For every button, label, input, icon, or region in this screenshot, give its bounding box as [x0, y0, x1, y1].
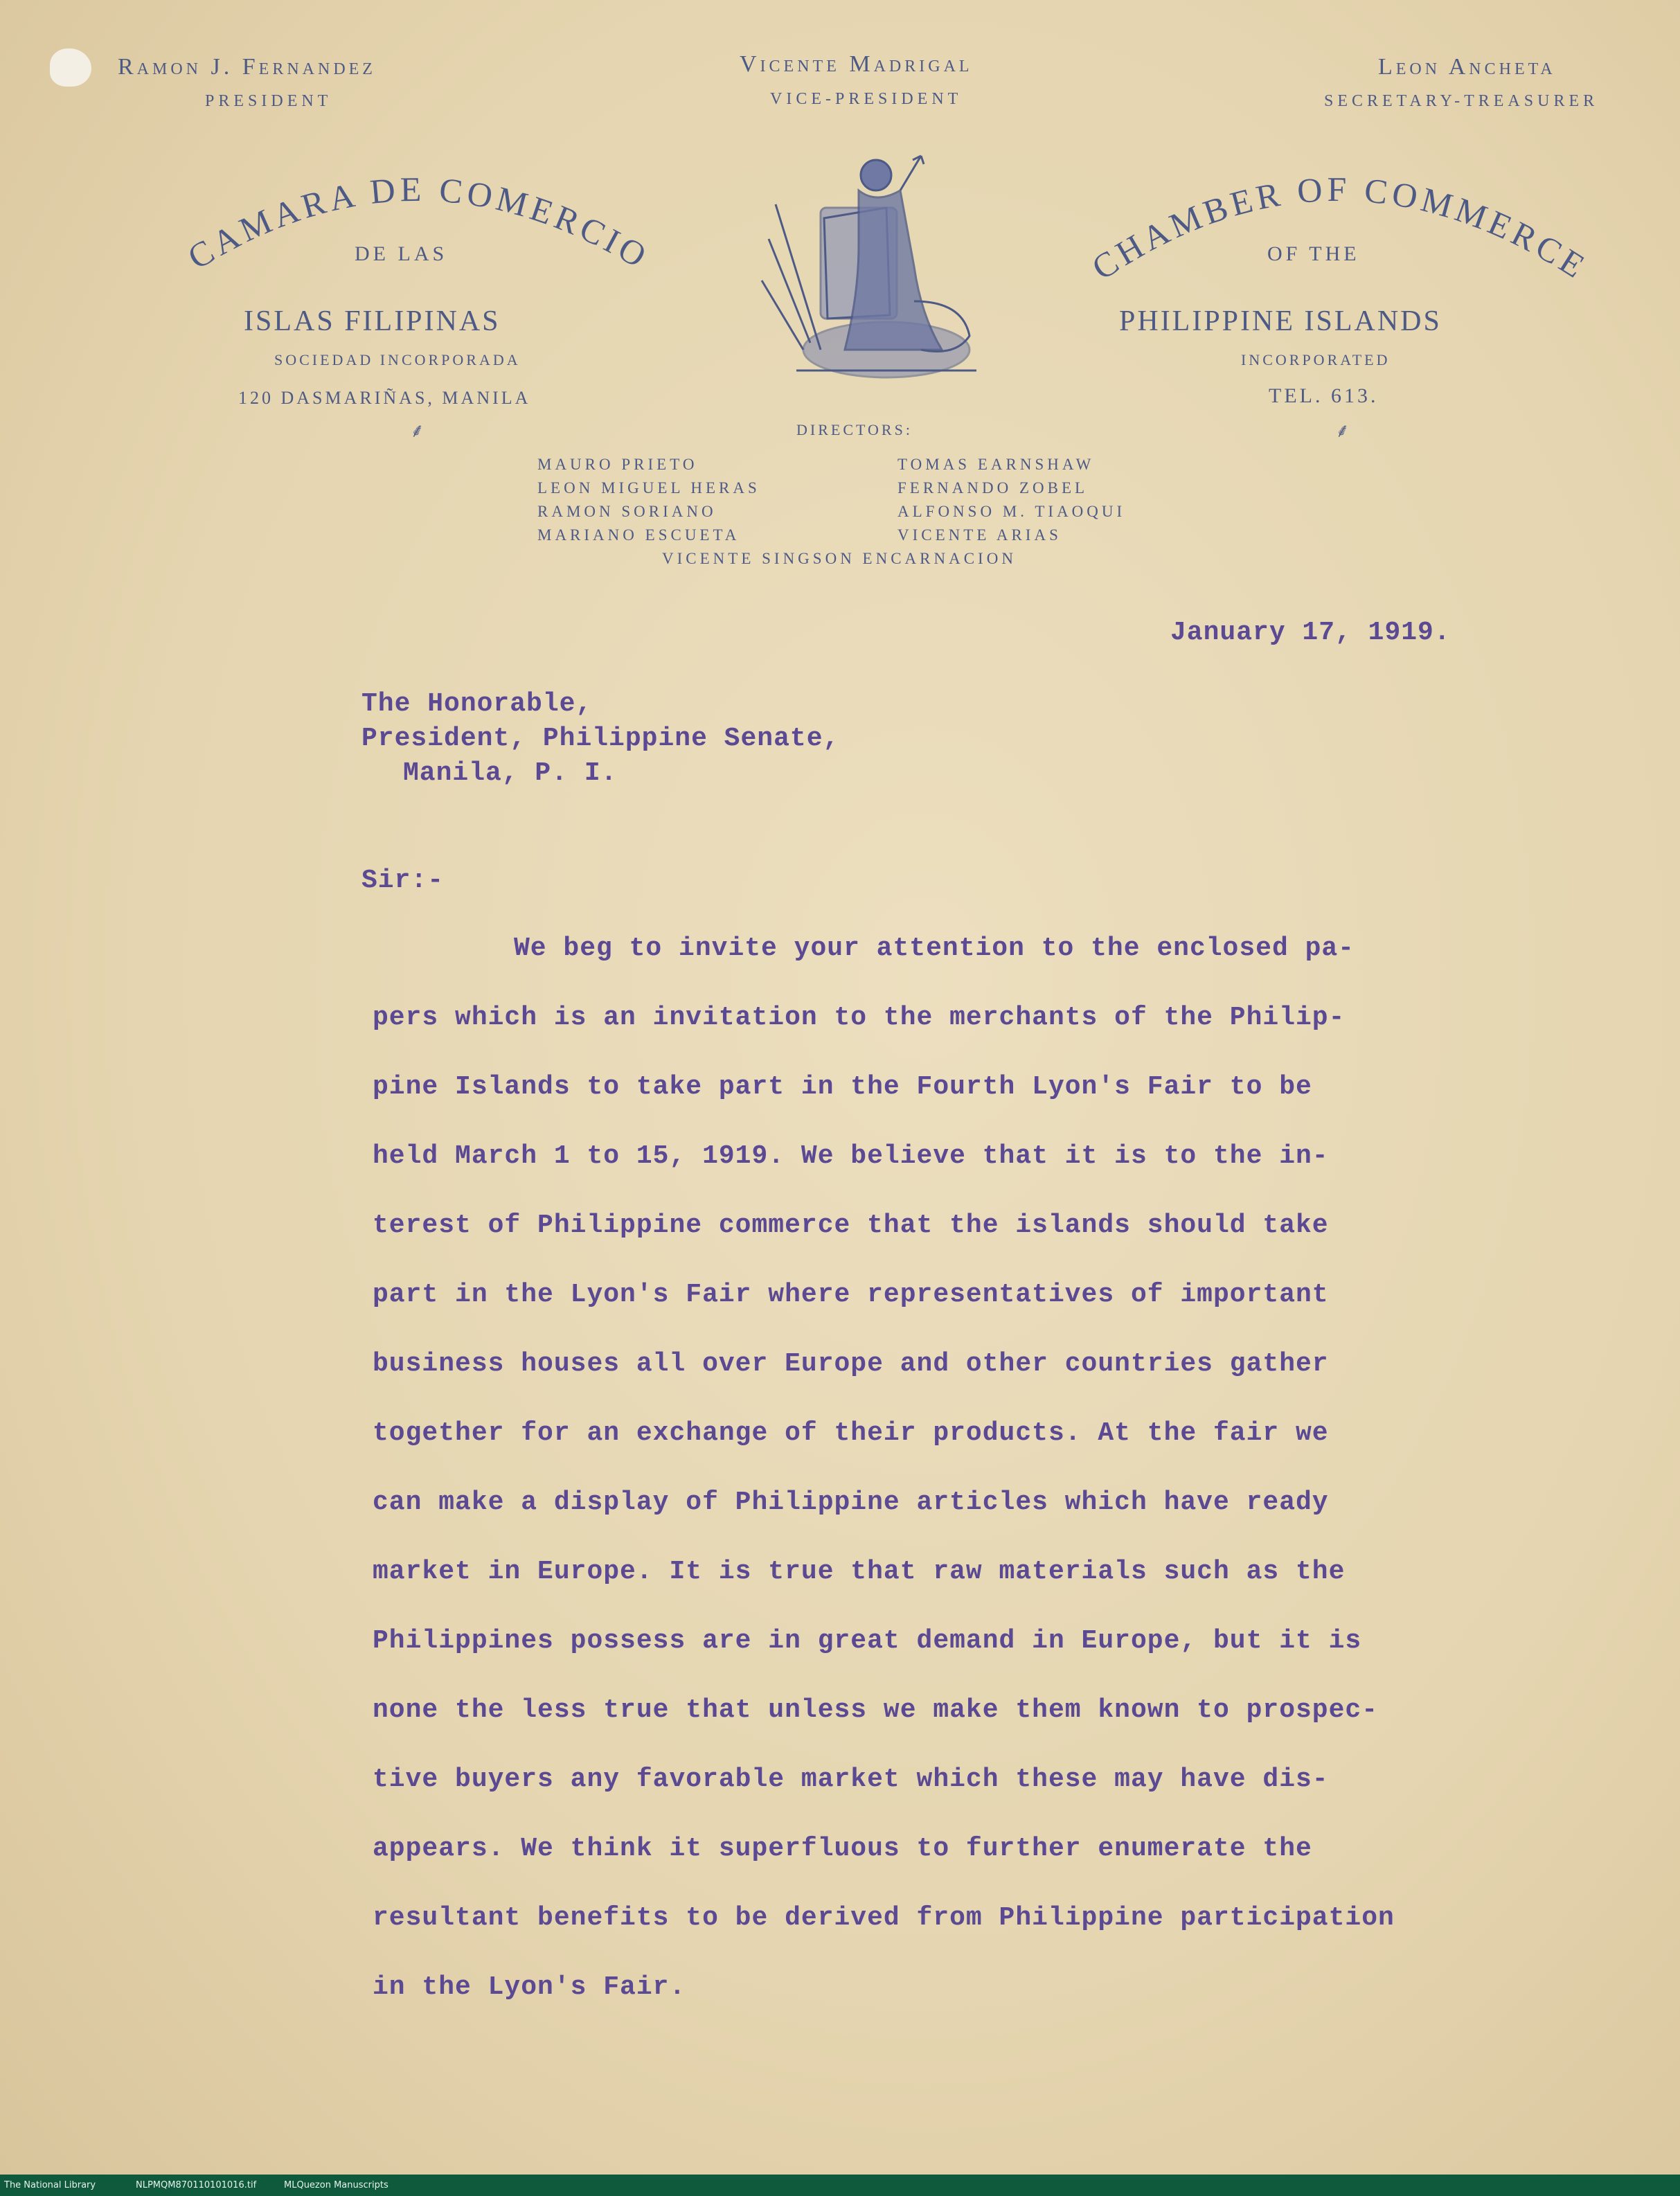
body-line-1: We beg to invite your attention to the enclosed pa-	[514, 934, 1355, 963]
left-arc-title	[159, 145, 686, 305]
body-line-6: part in the Lyon's Fair where representatives of important	[373, 1280, 1329, 1310]
body-line-3: pine Islands to take part in the Fourth Lyon's Fair to be	[373, 1072, 1312, 1102]
left-de-las: DE LAS	[355, 242, 448, 265]
director-right-4: VICENTE ARIAS	[897, 526, 1062, 544]
officer-vice-president-name: Vicente Madrigal	[740, 51, 973, 77]
body-line-11: Philippines possess are in great demand in Europe, but it is	[373, 1626, 1362, 1656]
seated-figure-emblem-icon	[755, 142, 990, 381]
director-right-1: TOMAS EARNSHAW	[897, 456, 1095, 473]
director-right-3: ALFONSO M. TIAOQUI	[897, 503, 1126, 520]
footer-library: The National Library	[4, 2180, 96, 2190]
body-line-2: pers which is an invitation to the merchants of the Philip-	[373, 1003, 1346, 1033]
director-right-2: FERNANDO ZOBEL	[897, 479, 1089, 497]
director-bottom: VICENTE SINGSON ENCARNACION	[662, 550, 1017, 567]
body-line-12: none the less true that unless we make them known to prospec-	[373, 1695, 1379, 1725]
body-line-16: in the Lyon's Fair.	[373, 1972, 686, 2002]
svg-text:CHAMBER OF COMMERCE: CHAMBER OF COMMERCE	[1084, 169, 1595, 287]
officer-president-title: PRESIDENT	[205, 92, 332, 110]
body-line-4: held March 1 to 15, 1919. We believe that it is to the in-	[373, 1141, 1329, 1171]
body-line-10: market in Europe. It is true that raw materials such as the	[373, 1557, 1346, 1587]
officer-president-name: Ramon J. Fernandez	[118, 54, 376, 80]
body-line-13: tive buyers any favorable market which these may have dis-	[373, 1765, 1329, 1794]
footer-collection: MLQuezon Manuscripts	[284, 2180, 388, 2190]
address-line-2: President, Philippine Senate,	[361, 724, 840, 753]
right-name: PHILIPPINE ISLANDS	[1119, 305, 1442, 337]
left-ornament-icon: ⸙	[410, 420, 425, 442]
address-line-1: The Honorable,	[361, 689, 593, 719]
left-sub: SOCIEDAD INCORPORADA	[274, 351, 521, 368]
footer-file: NLPMQM870110101016.tif	[136, 2180, 257, 2190]
officer-secretary-title: SECRETARY-TREASURER	[1324, 92, 1599, 110]
body-line-14: appears. We think it superfluous to further enumerate the	[373, 1834, 1312, 1864]
director-left-4: MARIANO ESCUETA	[537, 526, 740, 544]
archive-footer-bar	[0, 2175, 1680, 2196]
body-line-5: terest of Philippine commerce that the islands should take	[373, 1211, 1329, 1240]
address-line-3: Manila, P. I.	[403, 758, 618, 788]
right-of-the: OF THE	[1267, 242, 1360, 265]
right-ornament-icon: ⸙	[1335, 420, 1350, 442]
torn-hole	[50, 48, 91, 87]
director-left-1: MAURO PRIETO	[537, 456, 698, 473]
officer-secretary-name: Leon Ancheta	[1378, 54, 1556, 80]
left-name: ISLAS FILIPINAS	[244, 305, 501, 337]
body-line-7: business houses all over Europe and other countries gather	[373, 1349, 1329, 1379]
right-tel: TEL. 613.	[1269, 384, 1379, 407]
director-left-2: LEON MIGUEL HERAS	[537, 479, 760, 497]
director-left-3: RAMON SORIANO	[537, 503, 717, 520]
body-line-8: together for an exchange of their products. At the fair we	[373, 1418, 1329, 1448]
officer-vice-president-title: VICE-PRESIDENT	[770, 90, 963, 108]
body-line-15: resultant benefits to be derived from Philippine participation	[373, 1903, 1395, 1933]
directors-label: DIRECTORS:	[796, 421, 913, 438]
right-arc-title	[1080, 145, 1607, 305]
left-address: 120 DASMARIÑAS, MANILA	[238, 388, 531, 408]
salutation: Sir:-	[361, 866, 445, 895]
body-line-9: can make a display of Philippine articles which have ready	[373, 1488, 1329, 1517]
svg-text:CAMARA DE COMERCIO: CAMARA DE COMERCIO	[181, 169, 656, 277]
letter-date: January 17, 1919.	[1170, 618, 1451, 648]
right-sub: INCORPORATED	[1241, 351, 1391, 368]
